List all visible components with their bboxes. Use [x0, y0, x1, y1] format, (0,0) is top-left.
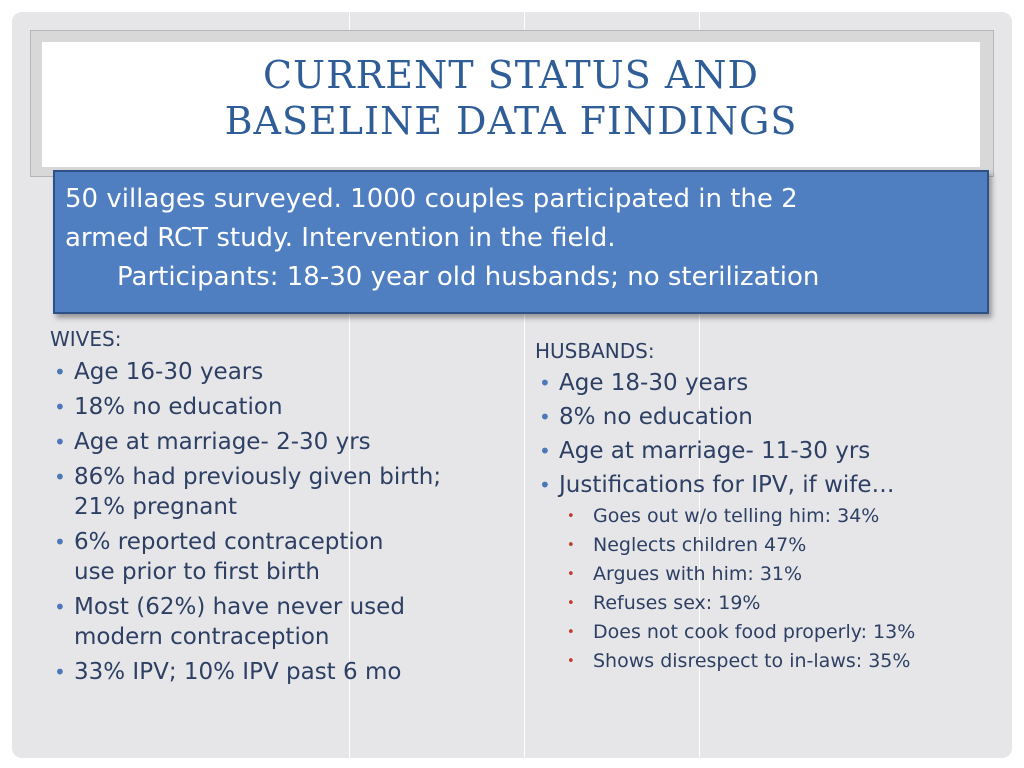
bullet-icon: •	[54, 660, 66, 684]
list-item-line: use prior to first birth	[74, 559, 321, 585]
summary-line-2: armed RCT study. Intervention in the field.	[65, 223, 616, 253]
sub-bullet-icon: •	[567, 567, 575, 582]
list-item	[50, 427, 520, 457]
sub-bullet-icon: •	[567, 538, 575, 553]
sub-list-item-text: Refuses sex: 19%	[593, 592, 761, 614]
list-item-line: Most (62%) have never used	[74, 594, 405, 620]
bullet-icon: •	[54, 360, 66, 384]
list-item-text: Age 18-30 years	[559, 370, 749, 396]
list-item	[50, 527, 520, 587]
sub-bullet-icon: •	[567, 596, 575, 611]
bullet-icon: •	[539, 473, 551, 497]
list-item	[535, 470, 1005, 676]
husbands-heading: HUSBANDS:	[535, 339, 655, 363]
list-item	[50, 392, 520, 422]
list-item-text: Age at marriage- 11-30 yrs	[559, 438, 871, 464]
summary-line-1: 50 villages surveyed. 1000 couples participated in the 2	[65, 184, 798, 214]
list-item-line: 6% reported contraception	[74, 529, 384, 555]
list-item-text: Age 16-30 years	[74, 359, 264, 385]
list-item	[50, 462, 520, 522]
list-item-line: 21% pregnant	[74, 494, 237, 520]
bullet-icon: •	[539, 371, 551, 395]
bullet-icon: •	[539, 405, 551, 429]
list-item	[535, 368, 1005, 398]
sub-list-item	[559, 647, 1005, 676]
sub-list-item	[559, 618, 1005, 647]
sub-bullet-icon: •	[567, 509, 575, 524]
sub-list-item	[559, 560, 1005, 589]
sub-bullet-icon: •	[567, 654, 575, 669]
summary-box	[53, 170, 989, 314]
sub-list-item-text: Neglects children 47%	[593, 534, 807, 556]
sub-list-item-text: Argues with him: 31%	[593, 563, 803, 585]
bullet-icon: •	[539, 439, 551, 463]
sub-bullet-icon: •	[567, 625, 575, 640]
title-line-2: BASELINE DATA FINDINGS	[224, 99, 798, 143]
list-item-line: modern contraception	[74, 624, 330, 650]
list-item	[535, 402, 1005, 432]
bullet-icon: •	[54, 595, 66, 619]
husbands-column	[535, 338, 1005, 676]
sub-list-item-text: Does not cook food properly: 13%	[593, 621, 916, 643]
sub-list-item	[559, 589, 1005, 618]
bullet-icon: •	[54, 395, 66, 419]
bullet-icon: •	[54, 530, 66, 554]
summary-line-3: Participants: 18-30 year old husbands; no sterilization	[117, 262, 820, 292]
list-item	[50, 657, 520, 687]
title-line-1: CURRENT STATUS AND	[262, 53, 760, 97]
bullet-icon: •	[54, 430, 66, 454]
list-item	[50, 592, 520, 652]
list-item-text: Age at marriage- 2-30 yrs	[74, 429, 371, 455]
bullet-icon: •	[54, 465, 66, 489]
list-item-line: 86% had previously given birth;	[74, 464, 442, 490]
list-item	[50, 357, 520, 387]
wives-column	[50, 326, 520, 687]
page-title	[42, 52, 980, 144]
list-item	[535, 436, 1005, 466]
list-item-text: 18% no education	[74, 394, 283, 420]
sub-list-item-text: Goes out w/o telling him: 34%	[593, 505, 880, 527]
wives-heading: WIVES:	[50, 327, 122, 351]
husbands-list	[535, 368, 1005, 676]
ipv-justification-list	[559, 502, 1005, 676]
list-item-text: 8% no education	[559, 404, 753, 430]
sub-list-item	[559, 531, 1005, 560]
sub-list-item-text: Shows disrespect to in-laws: 35%	[593, 650, 911, 672]
list-item-text: Justifications for IPV, if wife…	[559, 472, 895, 498]
wives-list	[50, 357, 520, 687]
sub-list-item	[559, 502, 1005, 531]
list-item-text: 33% IPV; 10% IPV past 6 mo	[74, 659, 402, 685]
